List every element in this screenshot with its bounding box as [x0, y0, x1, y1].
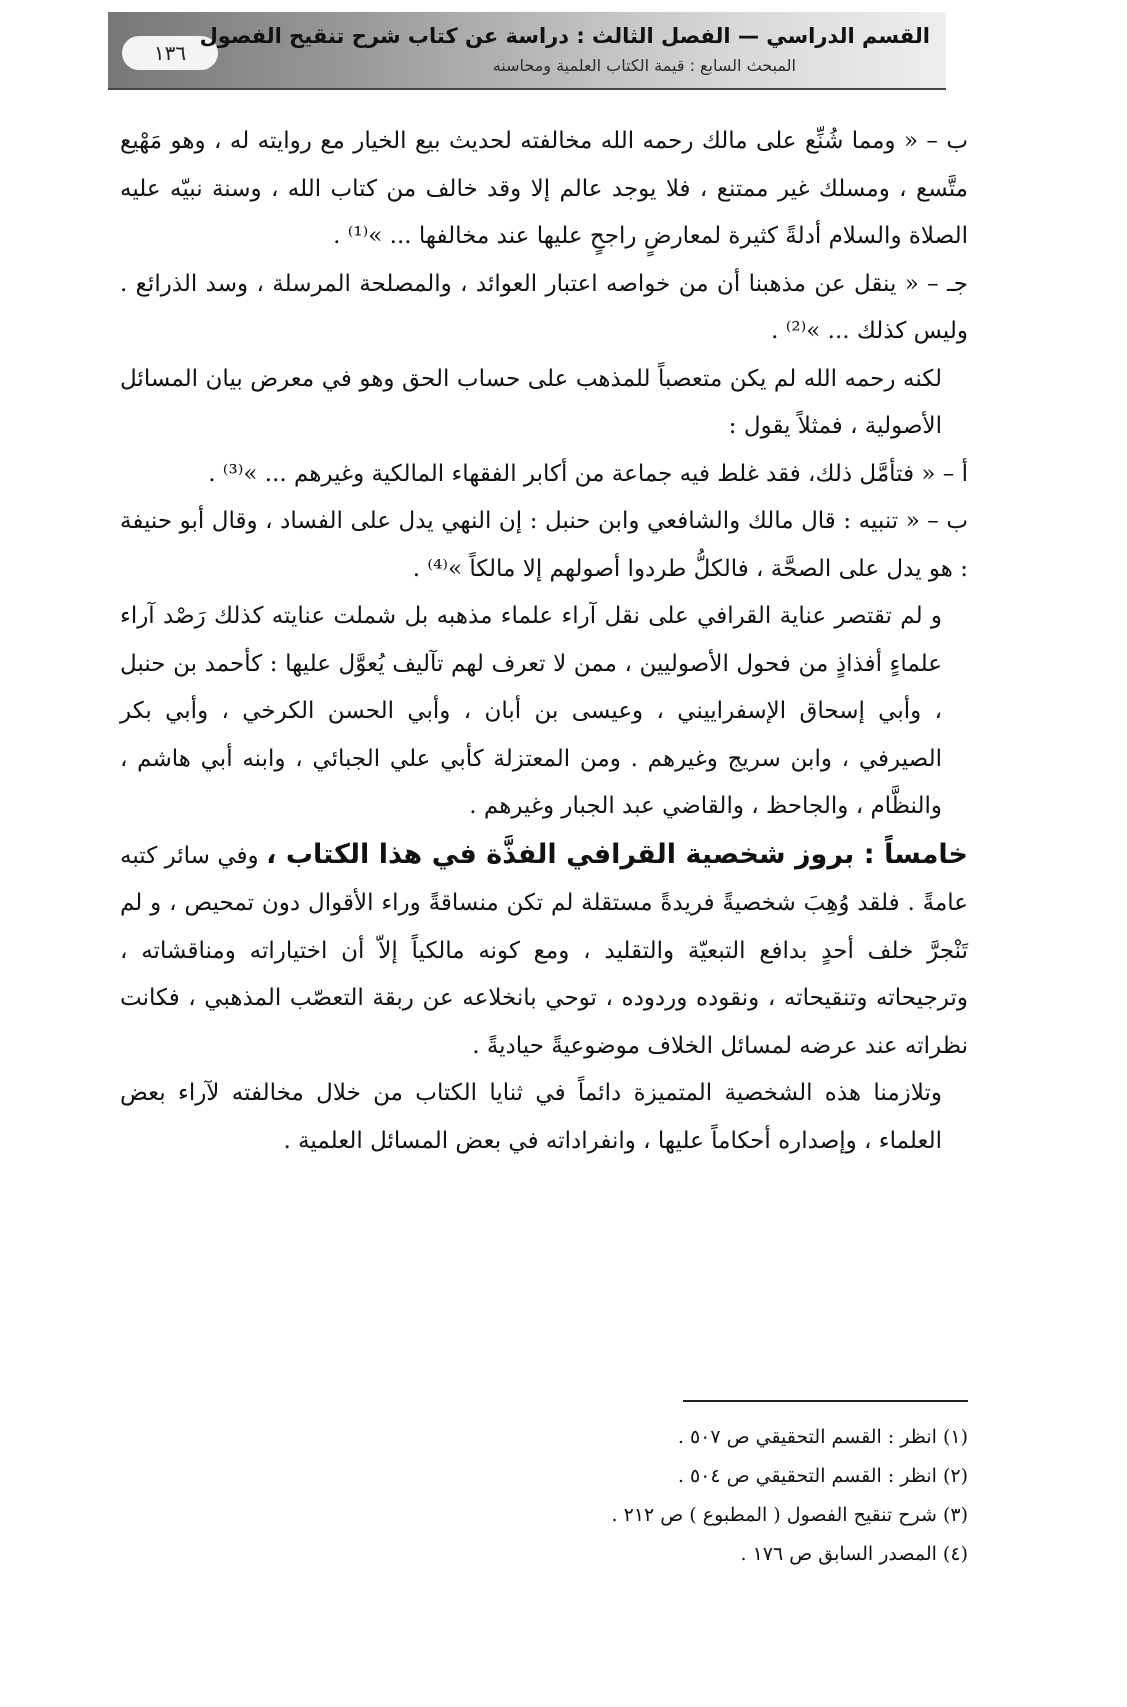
- footnote-1: (١) انظر : القسم التحقيقي ص ٥٠٧ .: [677, 1426, 968, 1448]
- body-paragraph: لكنه رحمه الله لم يكن متعصباً للمذهب على حساب الحق وهو في معرض بيان المسائل الأصولية ، فمثلاً يقول :: [120, 365, 942, 439]
- quote-paragraph-b2: ب – « تنبيه : قال مالك والشافعي وابن حنبل : إن النهي يدل على الفساد ، وقال أبو حنيفة : هو يدل على الصحَّة ، فالكلُّ طردوا أصولهم إلا مالكاً »⁽⁴⁾ .: [120, 508, 968, 582]
- footnotes: [400, 1418, 968, 1574]
- section-text: وفي سائر كتبه عامةً . فلقد وُهِبَ شخصيةً فريدةً مستقلة لم تكن منساقةً وراء الأقوال دون تمحيص ، و لم تَنْجرَّ خلف أحدٍ بدافع التبعيّة والتقليد ، ومع كونه مالكياً إلاّ أن اختياراته ومناقشاته ، وترجيحاته وتنقيحاته ، ونقوده وردوده ، توحي بانخلاعه عن ربقة التعصّب المذهبي ، فكانت نظراته عند عرضه لمسائل الخلاف موضوعيةً حياديةً .: [120, 842, 968, 1059]
- footnote-4: (٤) المصدر السابق ص ١٧٦ .: [740, 1543, 968, 1565]
- main-text: [120, 118, 968, 1165]
- footnote-divider: [683, 1400, 968, 1402]
- quote-paragraph-jim: جـ – « ينقل عن مذهبنا أن من خواصه اعتبار العوائد ، والمصلحة المرسلة ، وسد الذرائع . وليس كذلك ... »⁽²⁾ .: [120, 270, 968, 344]
- footnote-2: (٢) انظر : القسم التحقيقي ص ٥٠٤ .: [677, 1465, 968, 1487]
- footnote-3: (٣) شرح تنقيح الفصول ( المطبوع ) ص ٢١٢ .: [611, 1504, 968, 1526]
- page-header: [108, 12, 946, 90]
- quote-paragraph-a: أ – « فتأمَّل ذلك، فقد غلط فيه جماعة من أكابر الفقهاء المالكية وغيرهم ... »⁽³⁾ .: [208, 460, 968, 487]
- header-subtitle: المبحث السابع : قيمة الكتاب العلمية ومحاسنه: [492, 56, 796, 75]
- page-number: ١٣٦: [122, 36, 218, 70]
- header-title: القسم الدراسي — الفصل الثالث : دراسة عن كتاب شرح تنقيح الفصول: [199, 24, 930, 48]
- section-paragraph: [120, 831, 968, 1071]
- quote-paragraph-b: ب – « ومما شُنِّع على مالك رحمه الله مخالفته لحديث بيع الخيار مع روايته له ، وهو مَهْيع متَّسع ، ومسلك غير ممتنع ، فلا يوجد عالم إلا وقد خالف من كتاب الله ، وسنة نبيّه عليه الصلاة والسلام أدلةً كثيرة لمعارضٍ راجحٍ عليها عند مخالفها ... »⁽¹⁾ .: [120, 128, 968, 249]
- body-paragraph-scholars: و لم تقتصر عناية القرافي على نقل آراء علماء مذهبه بل شملت عنايته كذلك رَصْد آراء علماءٍ أفذاذٍ من فحول الأصوليين ، ممن لا تعرف لهم تآليف يُعوَّل عليها : كأحمد بن حنبل ، وأبي إسحاق الإسفراييني ، وعيسى بن أبان ، وأبي الحسن الكرخي ، وأبي بكر الصيرفي ، وابن سريج وغيرهم . ومن المعتزلة كأبي علي الجبائي ، وابنه أبي هاشم ، والنظَّام ، والجاحظ ، والقاضي عبد الجبار وغيرهم .: [120, 603, 942, 819]
- closing-paragraph: وتلازمنا هذه الشخصية المتميزة دائماً في ثنايا الكتاب من خلال مخالفته لآراء بعض العلماء ، وإصداره أحكاماً عليها ، وانفراداته في بعض المسائل العلمية .: [120, 1080, 942, 1154]
- section-heading: خامساً : بروز شخصية القرافي الفذَّة في هذا الكتاب ،: [266, 838, 969, 870]
